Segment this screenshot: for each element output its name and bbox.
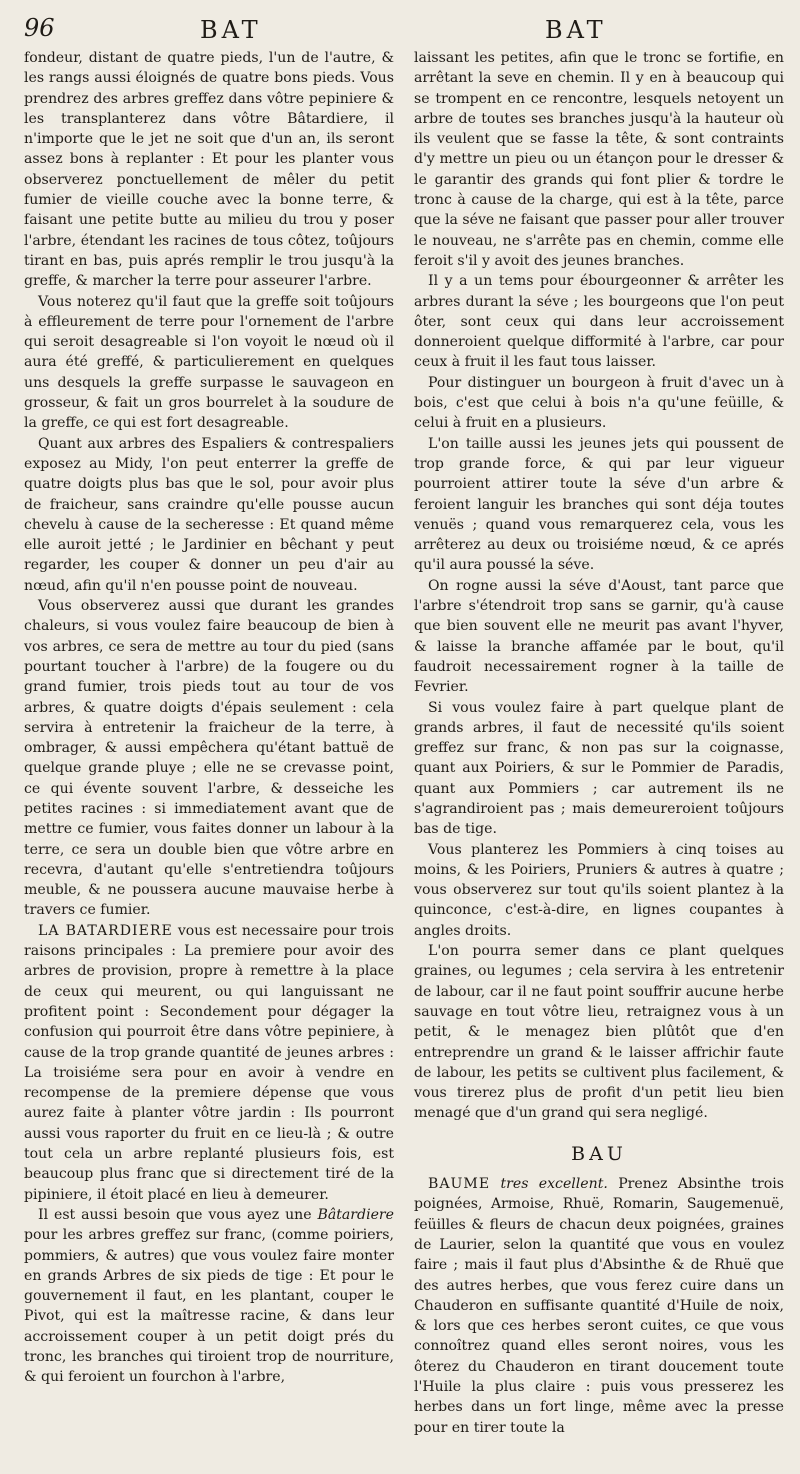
right-column: [414, 48, 784, 1438]
paragraph: L'on taille aussi les jeunes jets qui poussent de trop grande force, & qui par leur vigueur pourroient attirer toute la séve d'un arbre & feroient languir les branches qui sont déja toutes venuës ; quand vous remarquerez cela, vous les arrêterez au deux ou troisiéme nœud, & ce aprés qu'il aura poussé la séve.: [414, 435, 784, 574]
page-number: 96: [24, 14, 55, 42]
section-title: BAU: [571, 1142, 627, 1165]
paragraph: Quant aux arbres des Espaliers & contrespaliers exposez au Midy, l'on peut enterrer la greffe de quatre doigts plus bas que le sol, pour avoir plus de fraicheur, sans craindre qu'elle pousse aucun chevelu à cause de la secheresse : Et quand même elle auroit jetté ; le Jardinier en bêchant y peut regarder, les couper & donner un peu d'air au nœud, afin qu'il n'en pousse point de nouveau.: [24, 435, 394, 594]
paragraph: laissant les petites, afin que le tronc se fortifie, en arrêtant la seve en chemin. Il y en à beaucoup qui se trompent en ce rencontre, lesquels netoyent un arbre de toutes ses branches jusqu'à la hauteur où ils veulent que se fasse la tête, & sont contraints d'y mettre un pieu ou un étançon pour le dresser & le garantir des grands qui font plier & tordre le tronc à cause de la charge, qui est à la tête, parce que la séve ne faisant que passer pour aller trouver le nouveau, ne s'arrête pas en chemin, comme elle feroit s'il y avoit des jeunes branches.: [414, 50, 784, 269]
paragraph: Vous noterez qu'il faut que la greffe soit toûjours à effleurement de terre pour l'ornement de l'arbre qui seroit desagreable si l'on voyoit le nœud où il aura été greffé, & particulierement en quelques uns desquels la greffe surpasse le sauvageon en grosseur, & fait un gros bourrelet à la soudure de la greffe, ce qui est fort desagreable.: [24, 293, 394, 432]
paragraph-lead-word: LA BATARDIERE: [38, 922, 173, 939]
italic-term: Bâtardiere: [317, 1206, 394, 1223]
running-head-right: BAT: [545, 16, 607, 44]
paragraph-text: pour les arbres greffez sur franc, (comme poiriers, pommiers, & autres) que vous voulez faire monter en grands Arbres de six pieds de tige : Et pour le gouvernement il faut, en les plantant, couper le Pivot, qui est la maîtresse racine, & dans leur accroissement couper à un petit doigt prés du tronc, les branches qui tiroient trop de nourriture, & qui feroient un fourchon à l'arbre,: [24, 1227, 394, 1386]
paragraph: On rogne aussi la séve d'Aoust, tant parce que l'arbre s'étendroit trop sans se garnir, qu'à cause que bien souvent elle ne meurit pas avant l'hyver, & laisse la branche affamée par le bout, qu'il faudroit necessairement rogner à la taille de Fevrier.: [414, 577, 784, 696]
paragraph: Pour distinguer un bourgeon à fruit d'avec un à bois, c'est que celui à bois n'a qu'une feüille, & celui à fruit en a plusieurs.: [414, 374, 784, 432]
paragraph: [24, 1205, 394, 1388]
paragraph: Il y a un tems pour ébourgeonner & arrêter les arbres durant la séve ; les bourgeons que l'on peut ôter, sont ceux qui dans leur accroissement donneroient quelque difformité à l'arbre, car pour ceux à fruit il les faut tous laisser.: [414, 273, 784, 371]
paragraph-text: Prenez Absinthe trois poignées, Armoise, Rhuë, Romarin, Saugemenuë, feüilles & fleurs de chacun deux poignées, graines de Laurier, selon la quantité que vous en voulez faire ; mais il faut plus d'Absinthe & de Rhuë que des autres herbes, que vous ferez cuire dans un Chauderon en suffisante quantité d'Huile de noix, & lors que ces herbes seront cuites, ce que vous connoîtrez quand elles seront noires, vous les ôterez du Chauderon en tirant doucement toute l'Huile la plus claire : puis vous presserez les herbes dans un fort linge, même avec la presse pour en tirer toute la: [414, 1176, 784, 1436]
paragraph-text: vous est necessaire pour trois raisons principales : La premiere pour avoir des arbres de provision, propre à remettre à la place de ceux qui meurent, ou qui languissant ne profitent point : Secondement pour dégager la confusion qui pourroit être dans vôtre pepiniere, à cause de la trop grande quantité de jeunes arbres : La troisiéme sera pour en avoir à vendre en recompense de la premiere dépense que vous aurez faite à planter vôtre jardin : Ils pourront aussi vous raporter du fruit en ce lieu-là ; & outre tout cela un arbre replanté plusieurs fois, est beaucoup plus franc que si directement tiré de la pipiniere, il étoit placé en lieu à demeurer.: [24, 922, 394, 1203]
paragraph: fondeur, distant de quatre pieds, l'un de l'autre, & les rangs aussi éloignés de quatre bons pieds. Vous prendrez des arbres greffez dans vôtre pepiniere & les transplanterez dans vôtre Bâtardiere, il n'importe que le jet ne soit que d'un an, ils seront assez bons à replanter : Et pour les planter vous observerez ponctuellement de mêler du petit fumier de vieille couche avec la bonne terre, & faisant une petite butte au milieu du trou y poser l'arbre, étendant les racines de tous côtez, toûjours tirant en bas, puis aprés remplir le trou jusqu'à la greffe, & marcher la terre pour asseurer l'arbre.: [24, 50, 394, 290]
paragraph: Vous observerez aussi que durant les grandes chaleurs, si vous voulez faire beaucoup de bien à vos arbres, ce sera de mettre au tour du pied (sans pourtant toucher à l'arbre) de la fougere ou du grand fumier, trois pieds tout au tour de vos arbres, & quatre doigts d'épais seulement : cela servira à entretenir la fraicheur de la terre, à ombrager, & aussi empêchera qu'étant battuë de quelque grande pluye ; elle ne se crevasse point, ce qui évente souvent l'arbre, & desseiche les petites racines : si immediatement avant que de mettre ce fumier, vous faites donner un labour à la terre, ce sera un double bien que vôtre arbre en recevra, d'autant qu'elle s'entretiendra toûjours meuble, & ne poussera aucune mauvaise herbe à travers ce fumier.: [24, 598, 394, 919]
paragraph-text: Il est aussi besoin que vous ayez une: [38, 1206, 318, 1223]
paragraph-baume: [414, 1174, 784, 1438]
paragraph-batardiere: [24, 921, 394, 1205]
running-head-left: BAT: [200, 16, 262, 44]
italic-term: tres excellent.: [490, 1176, 608, 1193]
paragraph: Si vous voulez faire à part quelque plant de grands arbres, il faut de necessité qu'ils soient greffez sur franc, & non pas sur la coignasse, quant aux Poiriers, & sur le Pommier de Paradis, quant aux Pommiers ; car autrement ils ne s'agrandiroient pas ; mais demeureroient toûjours bas de tige.: [414, 699, 784, 838]
paragraph: L'on pourra semer dans ce plant quelques graines, ou legumes ; cela servira à les entretenir de labour, car il ne faut point souffrir aucune herbe sauvage en tout vôtre lieu, retraignez vous à un petit, & le menagez bien plûtôt que d'en entreprendre un grand & le laisser affrichir faute de labour, les petits se cultivent plus facilement, & vous tirerez plus de profit d'un petit lieu bien menagé que d'un grand qui sera negligé.: [414, 943, 784, 1122]
paragraph-lead-word: BAUME: [428, 1176, 491, 1193]
paragraph: Vous planterez les Pommiers à cinq toises au moins, & les Poiriers, Pruniers & autres à quatre ; vous observerez sur tout qu'ils soient plantez à la quinconce, c'est-à-dire, en lignes coupantes à angles droits.: [414, 841, 784, 939]
left-column: [24, 48, 394, 1388]
